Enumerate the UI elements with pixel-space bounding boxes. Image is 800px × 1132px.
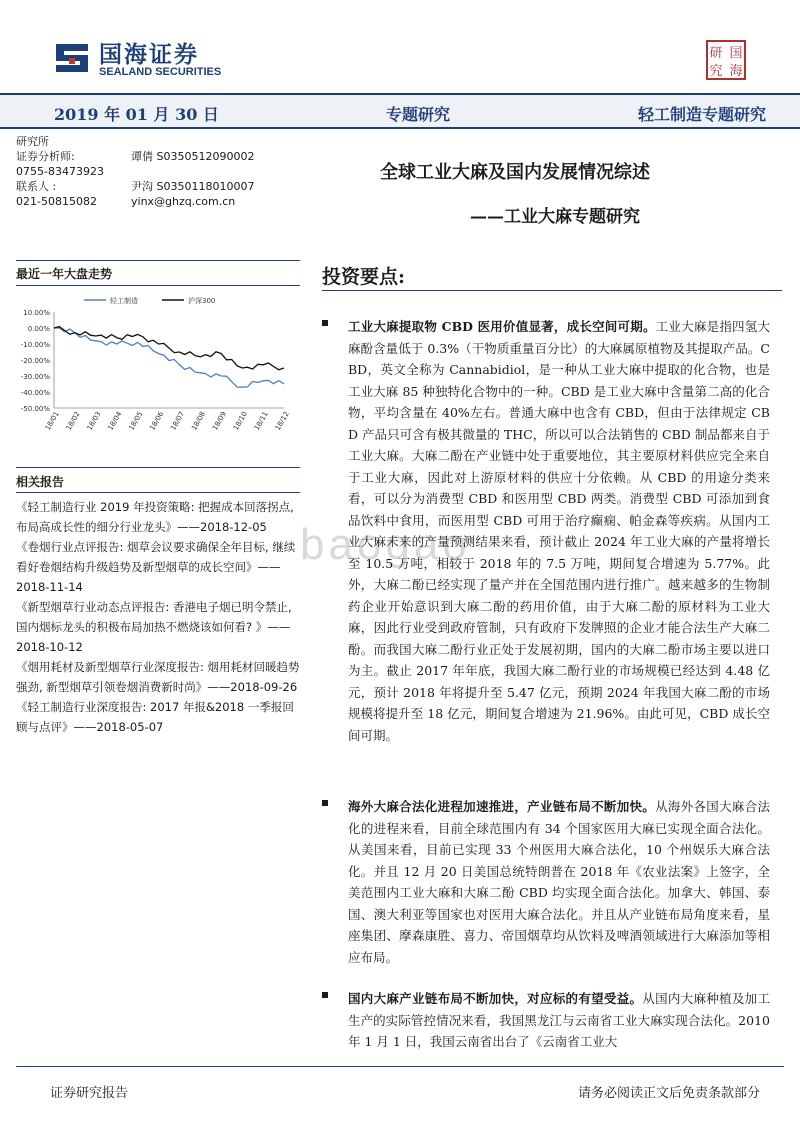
y-tick-label: -30.00% bbox=[20, 373, 50, 381]
sealand-logo-icon bbox=[52, 38, 92, 78]
bullet-icon bbox=[322, 800, 328, 806]
related-report-link[interactable]: 《轻工制造行业 2019 年投资策略: 把握成本回落拐点, 布局高成长性的细分行业龙头》——2018-12-05 bbox=[16, 500, 294, 534]
seal-char: 研 bbox=[709, 46, 723, 61]
seal-char: 海 bbox=[729, 64, 743, 79]
info-row bbox=[16, 164, 296, 179]
sidebar-divider bbox=[16, 260, 300, 261]
main-divider bbox=[322, 290, 782, 291]
logo-chinese-name: 国海证券 bbox=[99, 42, 199, 68]
bullet-icon bbox=[322, 992, 328, 998]
report-title: 全球工业大麻及国内发展情况综述 bbox=[380, 162, 650, 183]
y-tick-label: 0.00% bbox=[27, 325, 50, 333]
bullet-icon bbox=[322, 320, 328, 326]
info-label: 证券分析师: bbox=[16, 150, 75, 163]
report-subtitle: ——工业大麻专题研究 bbox=[470, 207, 640, 227]
info-value: 谭倩 S0350512090002 bbox=[131, 150, 255, 163]
x-tick-label: 18/09 bbox=[211, 410, 229, 432]
x-tick-label: 18/11 bbox=[252, 410, 270, 432]
x-tick-label: 18/07 bbox=[169, 410, 187, 432]
logo-english-name: SEALAND SECURITIES bbox=[99, 66, 222, 78]
report-date: 2019 年 01 月 30 日 bbox=[54, 105, 219, 124]
footer-disclaimer: 请务必阅读正文后免责条款部分 bbox=[577, 1086, 760, 1101]
footer-divider bbox=[16, 1066, 784, 1067]
sidebar-divider bbox=[16, 467, 300, 468]
paragraph-lead: 国内大麻产业链布局不断加快，对应标的有望受益。 bbox=[348, 991, 643, 1006]
x-tick-label: 18/06 bbox=[148, 410, 166, 432]
series-line-hs300 bbox=[54, 327, 284, 370]
info-label: 研究所 bbox=[16, 135, 49, 148]
watermark: baogao bbox=[300, 520, 471, 569]
x-tick-label: 18/03 bbox=[85, 410, 103, 432]
highlight-paragraph bbox=[322, 988, 770, 1053]
paragraph-text bbox=[348, 988, 770, 1053]
investment-highlights-heading: 投资要点: bbox=[322, 266, 406, 288]
market-trend-chart bbox=[14, 290, 300, 440]
research-seal-icon bbox=[706, 40, 746, 80]
x-tick-label: 18/05 bbox=[127, 410, 145, 432]
analyst-info bbox=[16, 134, 296, 209]
report-type: 专题研究 bbox=[386, 105, 451, 124]
related-reports-list bbox=[16, 497, 300, 737]
y-tick-label: 10.00% bbox=[23, 309, 50, 317]
chart-heading: 最近一年大盘走势 bbox=[16, 267, 113, 281]
legend-label: 轻工制造 bbox=[110, 297, 138, 305]
seal-char: 国 bbox=[729, 46, 743, 61]
related-reports-heading: 相关报告 bbox=[16, 475, 65, 489]
y-tick-label: -20.00% bbox=[20, 357, 50, 365]
paragraph-body: 工业大麻是指四氢大麻酚含量低于 0.3%（干物质重量百分比）的大麻属原植物及其提取产品。CBD，英文全称为 Cannabidiol，是一种从工业大麻中提取的化合物，也是工业大麻 85 种独特化合物中的一种。CBD 是工业大麻中含量第二高的化合物，平均含量在 40%左右。普通大麻中也含有 CBD，但由于法律规定 CBD 产品只可含有极其微量的 THC，所以可以合法销售的 CBD 制品都来自于工业大麻。大麻二酚在产业链中处于重要地位，其主要原材料供应完全来自于工业大麻，因此对上游原材料的供应十分依赖。从 CBD 的用途分类来看，可以分为消费型 CBD 和医用型 CBD 两类。消费型 CBD 可添加到食品饮料中食用，而医用型 CBD 可用于治疗癫痫、帕金森等疾病。从国内工业大麻未来的产量预测结果来看，预计截止 2024 年工业大麻的产量将增长至 10.5 万吨，相较于 2018 年的 7.5 万吨，期间复合增速为 5.77%。此外，大麻二酚已经实现了量产并在全国范围内进行推广。越来越多的生物制药企业开始意识到大麻二酚的药用价值，由于大麻二酚的原材料为工业大麻，因此行业受到政府管制，只有政府下发牌照的企业才能合法生产大麻二酚。而我国大麻二酚行业正处于发展初期，国内的大麻二酚市场主要以进口为主。截止 2017 年年底，我国大麻二酚行业的市场规模已经达到 4.48 亿元，预计 2018 年将提升至 5.47 亿元，预期 2024 年我国大麻二酚的市场规模将提升至 18 亿元，期间复合增速为 21.96%。由此可见，CBD 成长空间可期。 bbox=[348, 319, 770, 743]
paragraph-body: 从海外各国大麻合法化的进程来看，目前全球范围内有 34 个国家医用大麻已实现全面合法化。从美国来看，目前已实现 33 个州医用大麻合法化，10 个州娱乐大麻合法化。并且 12 月 20 日美国总统特朗普在 2018 年《农业法案》上签字，全美范围内工业大麻和大麻二酚 CBD 均实现全面合法化。加拿大、韩国、泰国、澳大利亚等国家也对医用大麻合法化。并且从产业链布局角度来看，星座集团、摩森康胜、喜力、帝国烟草均从饮料及啤酒领域进行大麻添加等相应布局。 bbox=[348, 799, 770, 965]
x-tick-label: 18/12 bbox=[273, 410, 291, 432]
y-tick-label: -10.00% bbox=[20, 341, 50, 349]
related-report-link[interactable]: 《烟用耗材及新型烟草行业深度报告: 烟用耗材回暖趋势强劲, 新型烟草引领卷烟消费新时尚》——2018-09-26 bbox=[16, 660, 300, 694]
paragraph-text bbox=[348, 316, 770, 746]
seal-char: 究 bbox=[709, 64, 723, 79]
paragraph-lead: 海外大麻合法化进程加速推进，产业链布局不断加快。 bbox=[348, 799, 656, 814]
legend-label: 沪深300 bbox=[188, 297, 216, 305]
info-value: yinx@ghzq.com.cn bbox=[131, 195, 236, 208]
x-tick-label: 18/08 bbox=[190, 410, 208, 432]
paragraph-text bbox=[348, 796, 770, 968]
company-logo bbox=[52, 36, 242, 86]
series-line-light-industry bbox=[54, 328, 284, 387]
header-banner bbox=[0, 93, 800, 129]
info-row bbox=[16, 194, 296, 209]
info-label: 0755-83473923 bbox=[16, 165, 104, 178]
related-report-link[interactable]: 《卷烟行业点评报告: 烟草会议要求确保全年目标, 继续看好卷烟结构升级趋势及新型烟草的成长空间》——2018-11-14 bbox=[16, 540, 296, 594]
y-tick-label: -40.00% bbox=[20, 389, 50, 397]
sidebar-divider bbox=[16, 285, 300, 286]
x-tick-label: 18/04 bbox=[106, 410, 124, 432]
highlight-paragraph bbox=[322, 796, 770, 968]
report-category: 轻工制造专题研究 bbox=[637, 105, 766, 124]
info-row bbox=[16, 149, 296, 164]
x-tick-label: 18/01 bbox=[43, 410, 61, 432]
info-row bbox=[16, 179, 296, 194]
info-label: 021-50815082 bbox=[16, 195, 97, 208]
paragraph-body: 从国内大麻种植及加工生产的实际管控情况来看，我国黑龙江与云南省工业大麻实现合法化。2010 年 1 月 1 日，我国云南省出台了《云南省工业大 bbox=[348, 991, 770, 1049]
info-label: 联系人 : bbox=[16, 180, 57, 193]
info-value: 尹沟 S0350118010007 bbox=[131, 180, 255, 193]
y-tick-label: -50.00% bbox=[20, 405, 50, 413]
related-report-link[interactable]: 《新型烟草行业动态点评报告: 香港电子烟已明令禁止, 国内烟标龙头的积极布局加热不燃烧该如何看? 》——2018-10-12 bbox=[16, 600, 292, 654]
footer-left: 证券研究报告 bbox=[50, 1086, 129, 1101]
x-tick-label: 18/10 bbox=[231, 410, 249, 432]
related-report-link[interactable]: 《轻工制造行业深度报告: 2017 年报&2018 一季报回顾与点评》——2018-05-07 bbox=[16, 700, 294, 734]
highlight-paragraph bbox=[322, 316, 770, 746]
info-row bbox=[16, 134, 296, 149]
x-tick-label: 18/02 bbox=[64, 410, 82, 432]
sidebar-divider bbox=[16, 492, 300, 493]
paragraph-lead: 工业大麻提取物 CBD 医用价值显著，成长空间可期。 bbox=[348, 319, 656, 334]
